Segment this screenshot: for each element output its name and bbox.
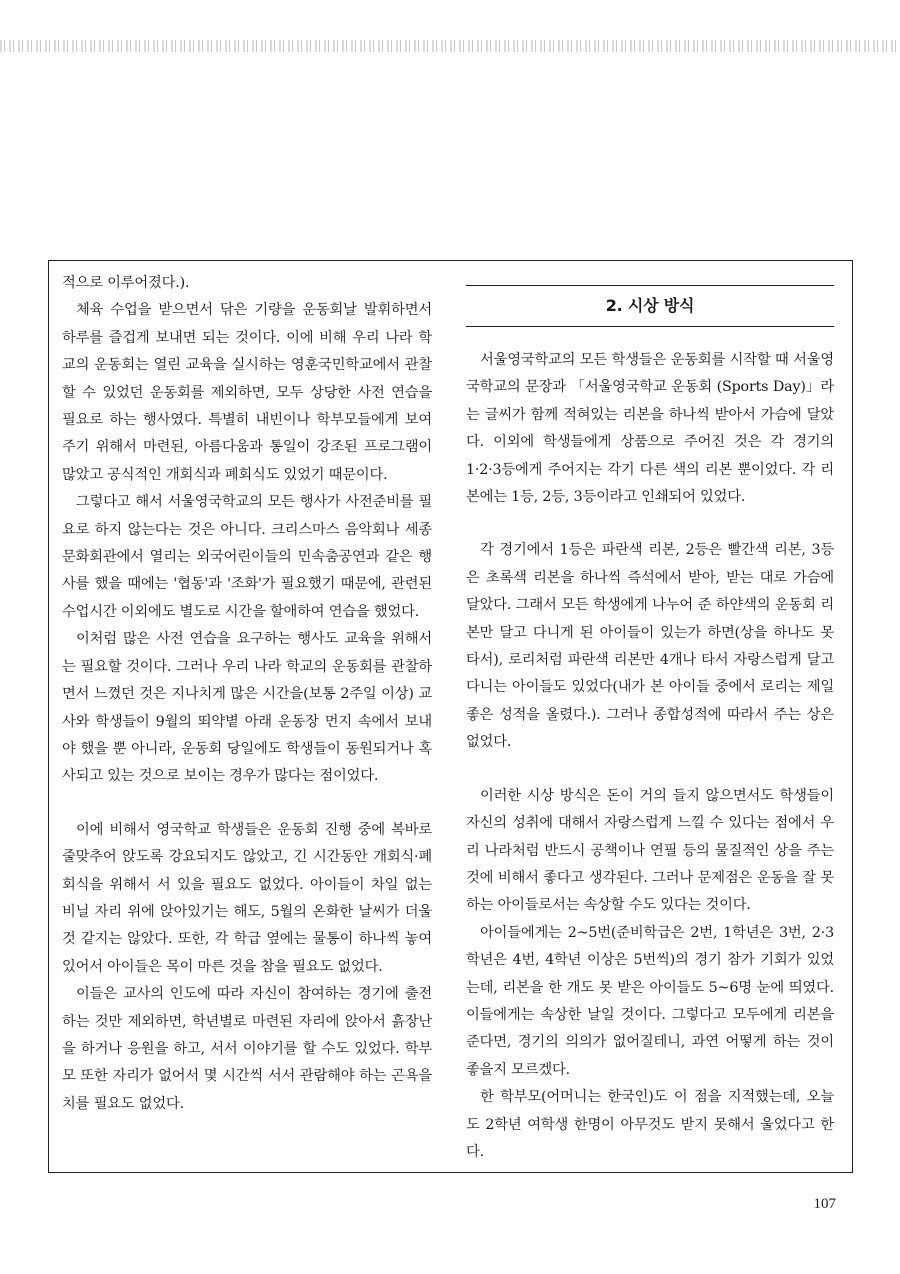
paragraph: 이처럼 많은 사전 연습을 요구하는 행사도 교육을 위해서는 필요할 것이다. 그러나 우리 나라 학교의 운동회를 관찰하면서 느꼈던 것은 지나치게 많은 시간을(보통 2주일 이상) 교사와 학생들이 9월의 뙤약볕 아래 운동장 먼지 속에서 보내야 했을 뿐 아니라, 운동회 당일에도 학생들이 동원되거나 혹사되고 있는 것으로 보이는 경우가 많다는 점이었다. bbox=[62, 631, 432, 785]
paragraph: 이에 비해서 영국학교 학생들은 운동회 진행 중에 복바로 줄맞추어 앉도록 강요되지도 않았고, 긴 시간동안 개회식·폐회식을 위해서 서 있을 필요도 없었다. 아이들이 차일 없는 비닐 자리 위에 앉아있기는 해도, 5월의 온화한 날씨가 더울 것 같지는 않았다. 또한, 각 학급 옆에는 물통이 하나씩 놓여 있어서 아이들은 목이 마른 것을 참을 필요도 없었다. bbox=[62, 821, 432, 975]
paragraph: 한 학부모(어머니는 한국인)도 이 점을 지적했는데, 오늘도 2학년 여학생 한명이 아무것도 받지 못해서 울었다고 한다. bbox=[466, 1089, 834, 1160]
paragraph: 그렇다고 해서 서울영국학교의 모든 행사가 사전준비를 필요로 하지 않는다는 것은 아니다. 크리스마스 음악회나 세종문화회관에서 열리는 외국어린이들의 민속춤공연과 같은 행사를 했을 때에는 '협동'과 '조화'가 필요했기 때문에, 관련된 수업시간 이외에도 별도로 시간을 할애하여 연습을 했었다. bbox=[62, 494, 432, 620]
right-column bbox=[466, 285, 834, 1166]
left-column bbox=[62, 270, 432, 1118]
paragraph: 서울영국학교의 모든 학생들은 운동회를 시작할 때 서울영국학교의 문장과 「서울영국학교 운동회 (Sports Day)」라는 글씨가 함께 적혀있는 리본을 하나씩 받아서 가슴에 달았다. 이외에 학생들에게 상품으로 주어진 것은 각 경기의 1·2·3등에게 주어지는 각기 다른 색의 리본 뿐이었다. 각 리본에는 1등, 2등, 3등이라고 인쇄되어 있었다. bbox=[466, 352, 834, 506]
paragraph: 체육 수업을 받으면서 닦은 기량을 운동회날 발휘하면서 하루를 즐겁게 보내면 되는 것이다. 이에 비해 우리 나라 학교의 운동회는 열린 교육을 실시하는 영훈국민학교에서 관찰할 수 있었던 운동회를 제외하면, 모두 상당한 사전 연습을 필요로 하는 행사였다. 특별히 내빈이나 학부모들에게 보여주기 위해서 마련된, 아름다움과 통일이 강조된 프로그램이 많았고 공식적인 개회식과 폐회식도 있었기 때문이다. bbox=[62, 302, 432, 483]
paragraph: 적으로 이루어졌다.). bbox=[62, 275, 190, 291]
paragraph: 이들은 교사의 인도에 따라 자신이 참여하는 경기에 출전하는 것만 제외하면, 학년별로 마련된 자리에 앉아서 흙장난을 하거나 응원을 하고, 서서 이야기를 할 수도 있었다. 학부모 또한 자리가 없어서 몇 시간씩 서서 관람해야 하는 곤욕을 치를 필요도 없었다. bbox=[62, 986, 432, 1112]
scan-noise-strip bbox=[0, 40, 900, 52]
page-number: 107 bbox=[813, 1196, 836, 1212]
paragraph: 각 경기에서 1등은 파란색 리본, 2등은 빨간색 리본, 3등은 초록색 리본을 하나씩 즉석에서 받아, 받는 대로 가슴에 달았다. 그래서 모든 학생에게 나누어 준 하얀색의 운동회 리본만 달고 다니게 된 아이들이 있는가 하면(상을 하나도 못 타서), 로리처럼 파란색 리본만 4개나 타서 자랑스럽게 달고 다니는 아이들도 있었다(내가 본 아이들 중에서 로리는 제일 좋은 성적을 올렸다.). 그러나 종합성적에 따라서 주는 상은 없었다. bbox=[466, 542, 834, 751]
section-heading: 2. 시상 방식 bbox=[466, 285, 834, 327]
paragraph: 아이들에게는 2~5번(준비학급은 2번, 1학년은 3번, 2·3학년은 4번, 4학년 이상은 5번씩)의 경기 참가 기회가 있었는데, 리본을 한 개도 못 받은 아이들도 5~6명 눈에 띄였다. 이들에게는 속상한 날일 것이다. 그렇다고 모두에게 리본을 준다면, 경기의 의의가 없어질테니, 과연 어떻게 하는 것이 좋을지 모르겠다. bbox=[466, 924, 834, 1078]
paragraph: 이러한 시상 방식은 돈이 거의 들지 않으면서도 학생들이 자신의 성취에 대해서 자랑스럽게 느낄 수 있다는 점에서 우리 나라처럼 반드시 공책이나 연필 등의 물질적인 상을 주는 것에 비해서 좋다고 생각된다. 그러나 문제점은 운동을 잘 못하는 아이들로서는 속상할 수도 있다는 것이다. bbox=[466, 787, 834, 914]
